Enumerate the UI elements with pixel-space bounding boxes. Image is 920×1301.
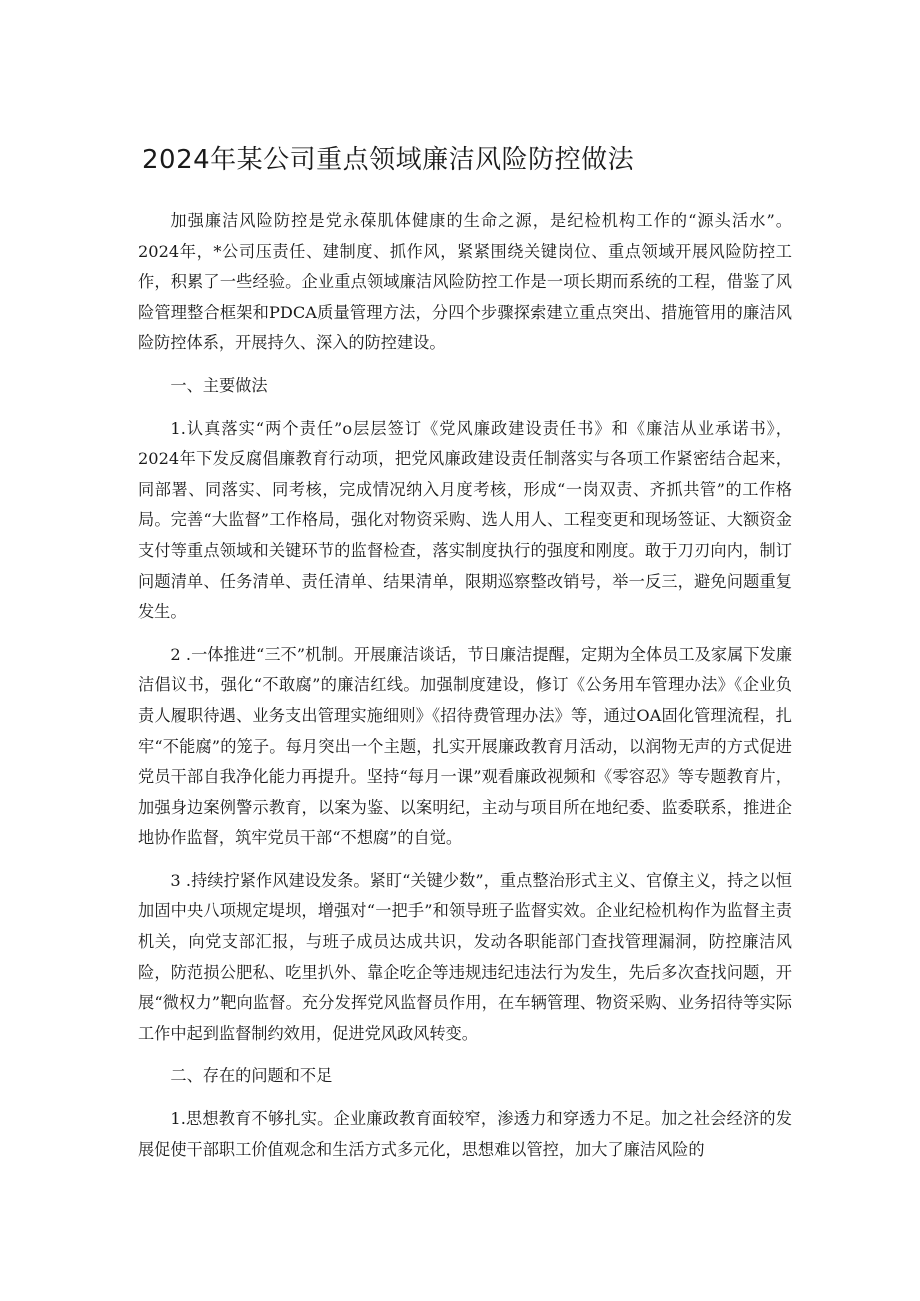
problem-paragraph-1: 1.思想教育不够扎实。企业廉政教育面较窄，渗透力和穿透力不足。加之社会经济的发展促使干部职工价值观念和生活方式多元化，思想难以管控，加大了廉洁风险的 [138,1109,792,1159]
section-heading-problems: 二、存在的问题和不足 [170,1066,333,1086]
practice-paragraph-2: 2 .一体推进“三不”机制。开展廉洁谈话，节日廉洁提醒，定期为全体员工及家属下发廉洁倡议书，强化“不敢腐”的廉洁红线。加强制度建设，修订《公务用车管理办法》《企业负责人履职待遇、业务支出管理实施细则》《招待费管理办法》等，通过OA固化管理流程，扎牢“不能腐”的笼子。每月突出一个主题，扎实开展廉政教育月活动，以润物无声的方式促进党员干部自我净化能力再提升。坚持“每月一课”观看廉政视频和《零容忍》等专题教育片，加强身边案例警示教育，以案为鉴、以案明纪，主动与项目所在地纪委、监委联系，推进企地协作监督，筑牢党员干部“不想腐”的自觉。 [138,644,792,848]
document-title: 2024年某公司重点领域廉洁风险防控做法 [142,145,635,175]
practice-paragraph-1: 1.认真落实“两个责任”o层层签订《党风廉政建设责任书》和《廉洁从业承诺书》，2024年下发反腐倡廉教育行动项，把党风廉政建设责任制落实与各项工作紧密结合起来，同部署、同落实、同考核，完成情况纳入月度考核，形成“一岗双责、齐抓共管”的工作格局。完善“大监督”工作格局，强化对物资采购、选人用人、工程变更和现场签证、大额资金支付等重点领域和关键环节的监督检查，落实制度执行的强度和刚度。敢于刀刃向内，制订问题清单、任务清单、责任清单、结果清单，限期巡察整改销号，举一反三，避免问题重复发生。 [138,418,792,622]
intro-paragraph: 加强廉洁风险防控是党永葆肌体健康的生命之源，是纪检机构工作的“源头活水”。2024年，*公司压责任、建制度、抓作风，紧紧围绕关键岗位、重点领域开展风险防控工作，积累了一些经验。企业重点领域廉洁风险防控工作是一项长期而系统的工程，借鉴了风险管理整合框架和PDCA质量管理方法，分四个步骤探索建立重点突出、措施管用的廉洁风险防控体系，开展持久、深入的防控建设。 [138,211,792,353]
section-heading-main-practices: 一、主要做法 [170,375,268,395]
document-page [138,140,792,1177]
practice-paragraph-3: 3 .持续拧紧作风建设发条。紧盯“关键少数”，重点整治形式主义、官僚主义，持之以恒加固中央八项规定堤坝，增强对“一把手”和领导班子监督实效。企业纪检机构作为监督主责机关，向党支部汇报，与班子成员达成共识，发动各职能部门查找管理漏洞，防控廉洁风险，防范损公肥私、吃里扒外、靠企吃企等违规违纪违法行为发生，先后多次查找问题，开展“微权力”靶向监督。充分发挥党风监督员作用，在车辆管理、物资采购、业务招待等实际工作中起到监督制约效用，促进党风政风转变。 [138,870,792,1043]
